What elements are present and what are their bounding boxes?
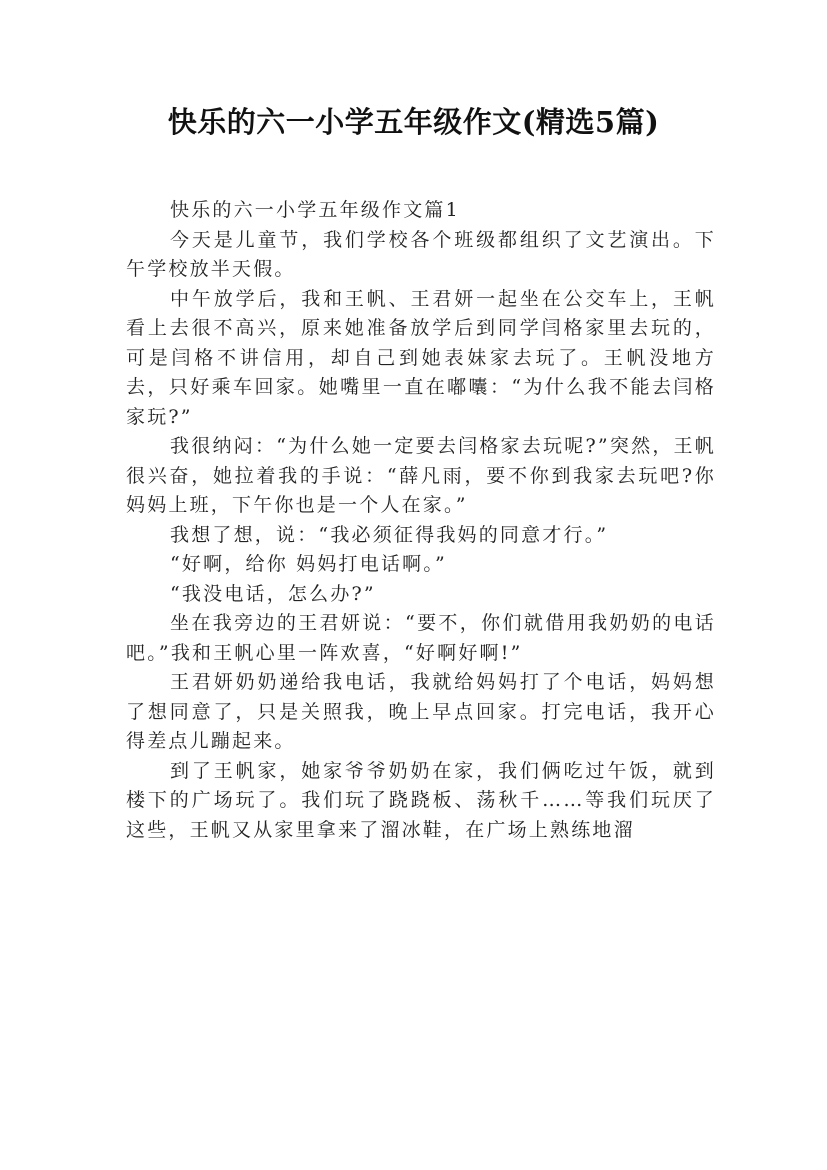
paragraph: “好啊，给你 妈妈打电话啊。” — [170, 553, 447, 575]
paragraph: 我很纳闷：“为什么她一定要去闫格家去玩呢?”突然，王帆很兴奋，她拉着我的手说：“薛凡雨，要不你到我家去玩吧?你 妈妈上班，下午你也是一个人在家。” — [126, 435, 716, 516]
document-body — [126, 196, 716, 845]
paragraph: 王君妍奶奶递给我电话，我就给妈妈打了个电话，妈妈想了想同意了，只是关照我，晚上早点回家。打完电话，我开心得差点儿蹦起来。 — [126, 671, 716, 752]
paragraph: 坐在我旁边的王君妍说：“要不，你们就借用我奶奶的电话吧。”我和王帆心里一阵欢喜，“好啊好啊!” — [126, 612, 716, 664]
section-heading: 快乐的六一小学五年级作文篇1 — [170, 199, 460, 221]
document-title: 快乐的六一小学五年级作文(精选5篇) — [167, 105, 660, 139]
paragraph: “我没电话，怎么办?” — [170, 582, 376, 605]
paragraph: 我想了想，说：“我必须征得我妈的同意才行。” — [170, 523, 609, 546]
paragraph: 到了王帆家，她家爷爷奶奶在家，我们俩吃过午饭，就到楼下的广场玩了。我们玩了跷跷板、荡秋千……等我们玩厌了这些，王帆又从家里拿来了溜冰鞋，在广场上熟练地溜 — [126, 759, 716, 841]
paragraph: 中午放学后，我和王帆、王君妍一起坐在公交车上，王帆看上去很不高兴，原来她准备放学后到同学闫格家里去玩的，可是闫格不讲信用，却自己到她表妹家去玩了。王帆没地方去，只好乘车回家。她嘴里一直在嘟囔：“为什么我不能去闫格家玩?” — [126, 287, 716, 428]
paragraph: 今天是儿童节，我们学校各个班级都组织了文艺演出。下午学校放半天假。 — [126, 228, 716, 280]
